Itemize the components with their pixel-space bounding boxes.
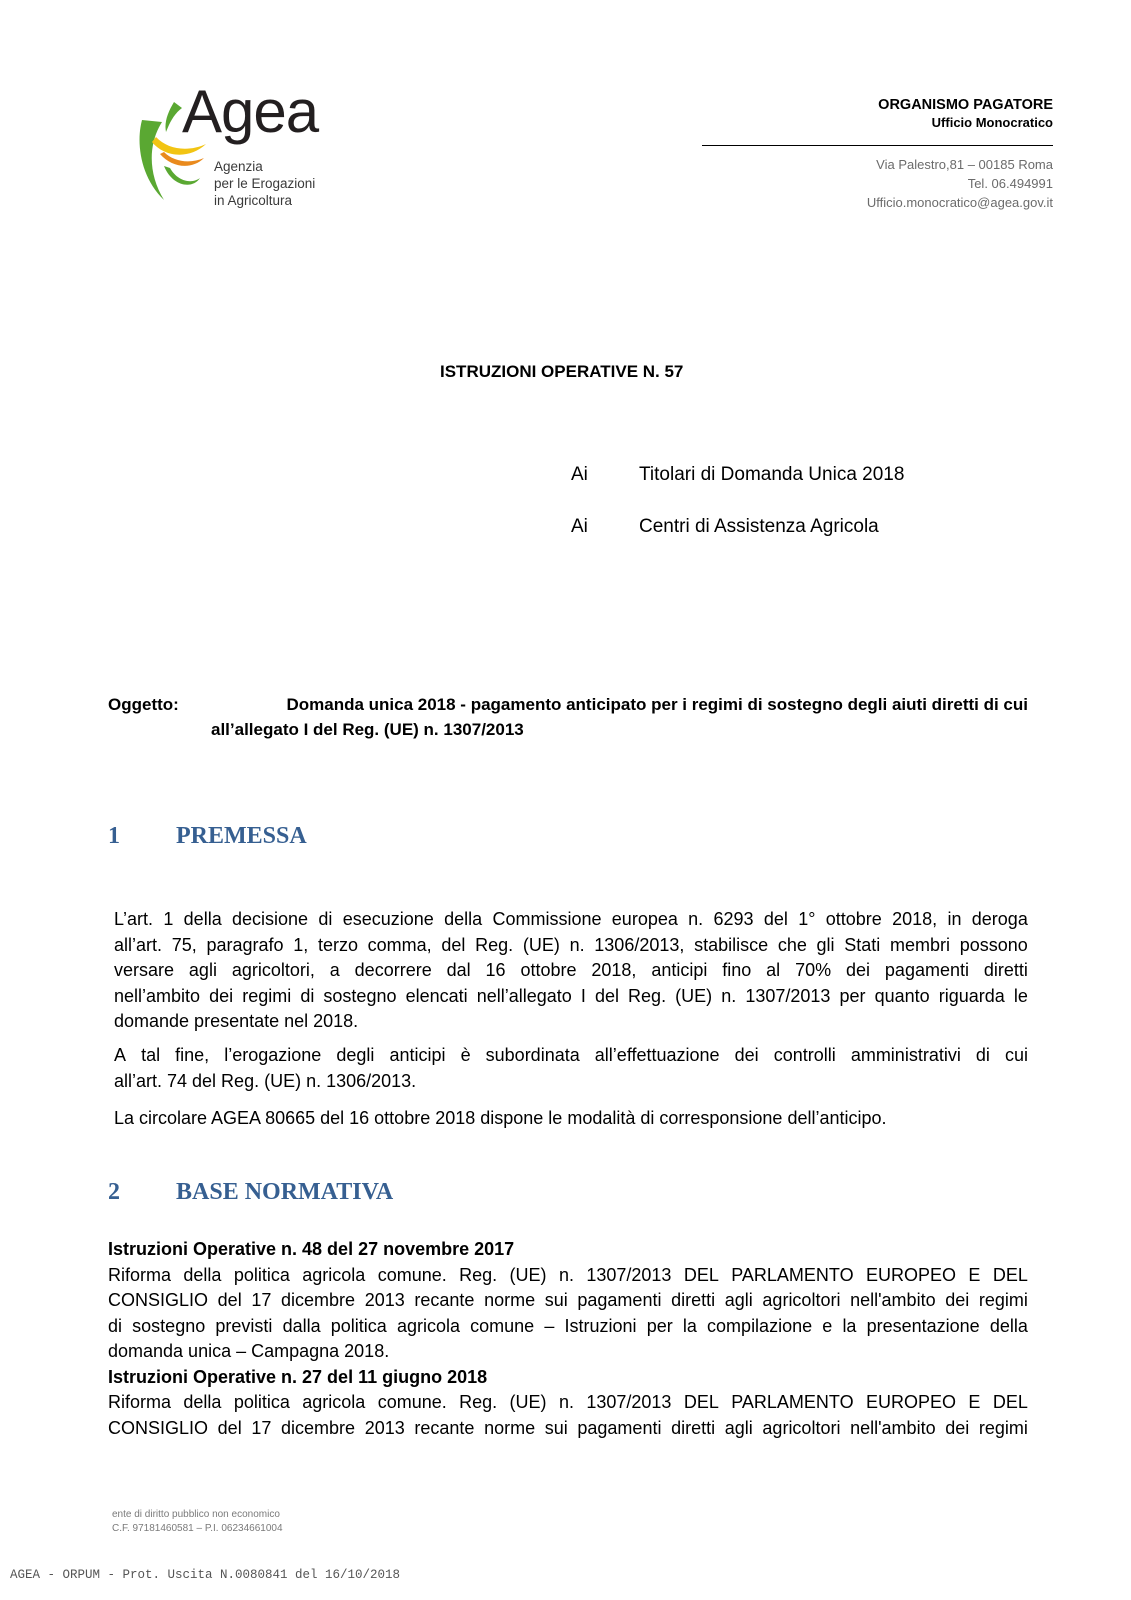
address: Via Palestro,81 – 00185 Roma bbox=[876, 157, 1053, 172]
org-subtitle: Ufficio Monocratico bbox=[931, 115, 1053, 130]
subject-text-continued: all’allegato I del Reg. (UE) n. 1307/2013 bbox=[211, 720, 524, 739]
section-number: 2 bbox=[108, 1179, 120, 1205]
protocol-stamp: AGEA - ORPUM - Prot. Uscita N.0080841 del 16/10/2018 bbox=[10, 1568, 401, 1582]
text-line: CONSIGLIO del 17 dicembre 2013 recante norme sui pagamenti diretti agli agricoltori nell'ambito dei regimi bbox=[108, 1417, 1028, 1438]
recipient-prefix: Ai bbox=[571, 516, 588, 537]
text-line: all’art. 74 del Reg. (UE) n. 1306/2013. bbox=[114, 1070, 417, 1091]
subject-text: Domanda unica 2018 - pagamento anticipato per i regimi di sostegno degli aiuti diretti di cui bbox=[286, 695, 1028, 714]
recipients-list bbox=[571, 464, 904, 568]
text-line: Riforma della politica agricola comune. Reg. (UE) n. 1307/2013 DEL PARLAMENTO EUROPEO E DEL bbox=[108, 1392, 1028, 1412]
section-heading-base-normativa bbox=[108, 1179, 393, 1206]
text-line: all’art. 75, paragrafo 1, terzo comma, del Reg. (UE) n. 1306/2013, stabilisce che gli Stati membri possono bbox=[114, 934, 1028, 955]
subject-line bbox=[108, 692, 1028, 717]
text-line: A tal fine, l’erogazione degli anticipi è subordinata all’effettuazione dei controlli amministrativi di cui bbox=[114, 1045, 1028, 1065]
premessa-paragraph-3: La circolare AGEA 80665 del 16 ottobre 2018 dispone le modalità di corresponsione dell’anticipo. bbox=[114, 1108, 887, 1128]
logo-wordmark: Agea bbox=[182, 78, 319, 145]
org-title: ORGANISMO PAGATORE bbox=[878, 97, 1053, 113]
recipient-row bbox=[571, 516, 904, 568]
text-line: nell’ambito dei regimi di sostegno elencati nell’allegato I del Reg. (UE) n. 1307/2013 per quanto riguarda le bbox=[114, 985, 1028, 1006]
normativa-list bbox=[108, 1237, 1028, 1441]
footer-line: C.F. 97181460581 – P.I. 06234661004 bbox=[112, 1523, 283, 1534]
page-footer bbox=[112, 1508, 283, 1536]
section-title: BASE NORMATIVA bbox=[176, 1179, 394, 1205]
section-heading-premessa bbox=[108, 823, 307, 850]
normativa-item-title: Istruzioni Operative n. 27 del 11 giugno 2018 bbox=[108, 1366, 488, 1387]
logo-subtitle-line: in Agricoltura bbox=[214, 193, 293, 208]
premessa-paragraph-1 bbox=[114, 907, 1028, 1035]
text-line: versare agli agricoltori, a decorrere dal 16 ottobre 2018, anticipi fino al 70% dei pagamenti diretti bbox=[114, 960, 1028, 980]
logo-subtitle-line: per le Erogazioni bbox=[214, 176, 316, 191]
section-number: 1 bbox=[108, 823, 120, 849]
text-line: CONSIGLIO del 17 dicembre 2013 recante norme sui pagamenti diretti agli agricoltori nell'ambito dei regimi bbox=[108, 1290, 1028, 1310]
footer-line: ente di diritto pubblico non economico bbox=[112, 1509, 280, 1520]
agea-logo bbox=[134, 78, 334, 217]
organization-block bbox=[878, 96, 1053, 132]
header-divider bbox=[702, 145, 1053, 146]
text-line: L’art. 1 della decisione di esecuzione della Commissione europea n. 6293 del 1° ottobre 2018, in deroga bbox=[114, 909, 1028, 929]
normativa-item-title: Istruzioni Operative n. 48 del 27 novembre 2017 bbox=[108, 1239, 515, 1259]
section-title: PREMESSA bbox=[176, 823, 307, 849]
document-title: ISTRUZIONI OPERATIVE N. 57 bbox=[440, 362, 684, 381]
phone: Tel. 06.494991 bbox=[967, 176, 1053, 191]
text-line: domanda unica – Campagna 2018. bbox=[108, 1341, 390, 1361]
recipient-name: Titolari di Domanda Unica 2018 bbox=[639, 464, 905, 485]
recipient-row bbox=[571, 464, 904, 516]
text-line: Riforma della politica agricola comune. Reg. (UE) n. 1307/2013 DEL PARLAMENTO EUROPEO E DEL bbox=[108, 1264, 1028, 1285]
text-line: di sostegno previsti dalla politica agricola comune – Istruzioni per la compilazione e la presentazione della bbox=[108, 1315, 1028, 1336]
contact-block bbox=[867, 155, 1053, 212]
logo-subtitle-line: Agenzia bbox=[214, 159, 263, 174]
email-link[interactable]: Ufficio.monocratico@agea.gov.it bbox=[866, 195, 1053, 210]
subject-label: Oggetto: bbox=[108, 695, 179, 714]
recipient-name: Centri di Assistenza Agricola bbox=[639, 516, 879, 537]
text-line: domande presentate nel 2018. bbox=[114, 1011, 359, 1031]
logo-subtitle bbox=[214, 158, 315, 209]
subject-block bbox=[108, 692, 1028, 742]
premessa-paragraph-2 bbox=[114, 1043, 1028, 1094]
recipient-prefix: Ai bbox=[571, 464, 588, 485]
